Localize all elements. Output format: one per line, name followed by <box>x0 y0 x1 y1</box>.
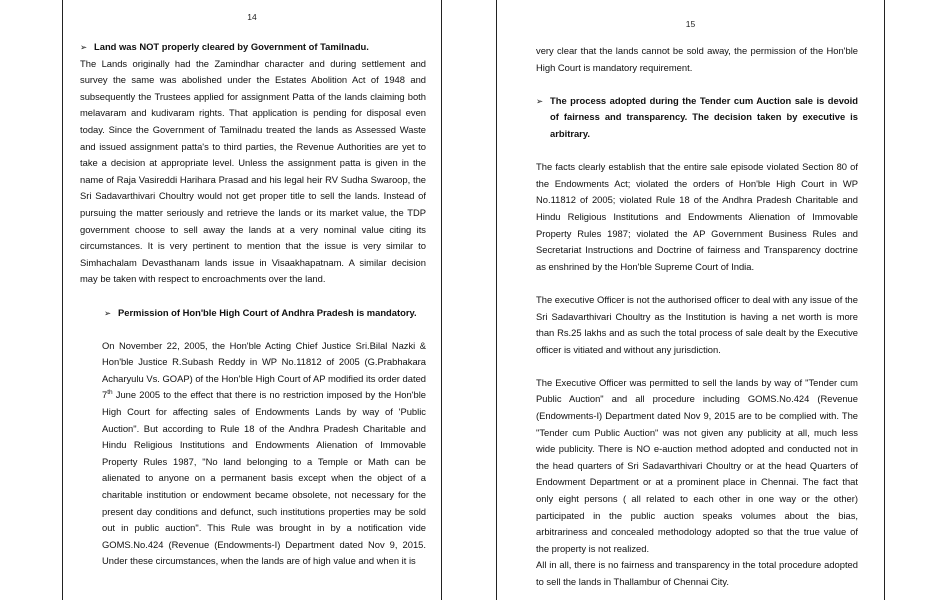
paragraph-conclusion: All in all, there is no fairness and transparency in the total procedure adopted to sell the lands in Thallambur of Chennai City. <box>536 559 858 587</box>
arrow-bullet-icon: ➢ <box>104 307 112 318</box>
arrow-bullet-icon: ➢ <box>80 42 88 52</box>
paragraph-auction-publicity: The Executive Officer was permitted to sell the lands by way of "Tender cum Public Auction" and all procedure including GOMS.No.424 (Revenue (Endowments-I) Department dated Nov 9, 2015 are to be complied with. The "Tender cum Public Auction" was not given any publicity at all, much less wide publicity. There is NO e-auction method adopted and conducted not in the head quarters of Sri Sadavarthivari Choultry or at the head Quarters of Endowment Department or at a prominent place in Chennai. The fact that only eight persons ( all related to each other in one way or the other) participated in the public auction speaks volumes about the bias, arbitrariness and concealed methodology adopted so that the true value of the property is not realized. <box>536 376 858 554</box>
section-heading-high-court-permission <box>104 305 426 322</box>
page-content <box>497 43 884 591</box>
section-heading-land-clearance <box>80 39 426 56</box>
document-page-15 <box>496 0 885 600</box>
section-heading-tender-process <box>536 93 858 143</box>
paragraph-land-history: The Lands originally had the Zamindhar character and during settlement and survey the same was abolished under the Estates Abolition Act of 1948 and subsequently the Trustees applied for assignment Patta of the lands claiming both melavaram and kudivaram rights. That application is pending for disposal even today. Since the Government of Tamilnadu treated the lands as Assessed Waste and issued assignment patta's to third parties, the Revenue Authorities are yet to take a decision at appropriate level. Unless the assignment patta is given in the name of Raja Vasireddi Harihara Prasad and his legal heir RV Sudha Swaroop, the Sri Sadavarthivari Choultry would not get proper title to sell the lands. Instead of pursuing the matter seriously and retrieve the lands or its market value, the TDP government choose to sell away the lands at a very nominal value citing its circumstances. It is very pertinent to mention that the issue is very similar to Simhachalam Devasthanam lands issue in Visaakhapatnam. A similar decision may be taken with respect to encroachments over the land. <box>80 57 426 285</box>
heading-text: Land was NOT properly cleared by Government of Tamilnadu. <box>94 41 369 52</box>
paragraph-court-order <box>80 338 426 570</box>
heading-text: The process adopted during the Tender cum Auction sale is devoid of fairness and transparency. The decision taken by executive is arbitrary. <box>550 94 858 139</box>
arrow-bullet-icon: ➢ <box>536 95 544 106</box>
document-page-14 <box>62 0 442 600</box>
paragraph-executive-officer: The executive Officer is not the authorised officer to deal with any issue of the Sri Sadavarthivari Choultry as the Institution is having a net worth is more than Rs.25 lakhs and as such the total process of sale dealt by the Executive officer is vitiated and without any jurisdiction. <box>536 293 858 355</box>
page-number: 15 <box>685 19 696 29</box>
paragraph-text: June 2005 to the effect that there is no restriction imposed by the Hon'ble High Court for affecting sales of Endowments Lands by way of 'Public Auction". But according to Rule 18 of the Andhra Pradesh Charitable and Hindu Religious Institutions and Endowments Alienation of Immovable Property Rules 1987, "No land belonging to a Temple or Math can be alienated to anyone on a permanent basis except when the object of a charitable institution or endowment became obsolete, not necessary for the present day conditions and defunct, such institutions properties may be sold out in public auction". This Rule was brought in by a notification vide GOMS.No.424 (Revenue (Endowments-I) Department dated Nov 9, 2015. Under these circumstances, when the lands are of high value and when it is <box>102 389 426 567</box>
ordinal-suffix: th <box>107 389 113 397</box>
paragraph-continuation: very clear that the lands cannot be sold away, the permission of the Hon'ble High Court is mandatory requirement. <box>536 45 858 73</box>
page-number: 14 <box>247 12 257 22</box>
heading-text: Permission of Hon'ble High Court of Andhra Pradesh is mandatory. <box>118 306 417 318</box>
paragraph-text: On November 22, 2005, the Hon'ble Acting Chief Justice Sri.Bilal Nazki & Hon'ble Justice R.Subash Reddy in WP No.11812 of 2005 (G.Prabhakara Acharyulu Vs. GOAP) of the Hon'ble High Court of AP modified its order dated 7 <box>102 339 426 401</box>
page-content <box>63 39 441 570</box>
paragraph-violations: The facts clearly establish that the entire sale episode violated Section 80 of the Endowments Act; violated the orders of Hon'ble High Court in WP No.11812 of 2005; violated Rule 18 of the Andhra Pradesh Charitable and Hindu Religious Institutions and Endowments Alienation of Immovable Property Rules 1987; violated the AP Government Business Rules and Secretariat Instructions and Doctrine of fairness and Transparency doctrine as enshrined by the Hon'ble Supreme Court of India. <box>536 161 858 272</box>
